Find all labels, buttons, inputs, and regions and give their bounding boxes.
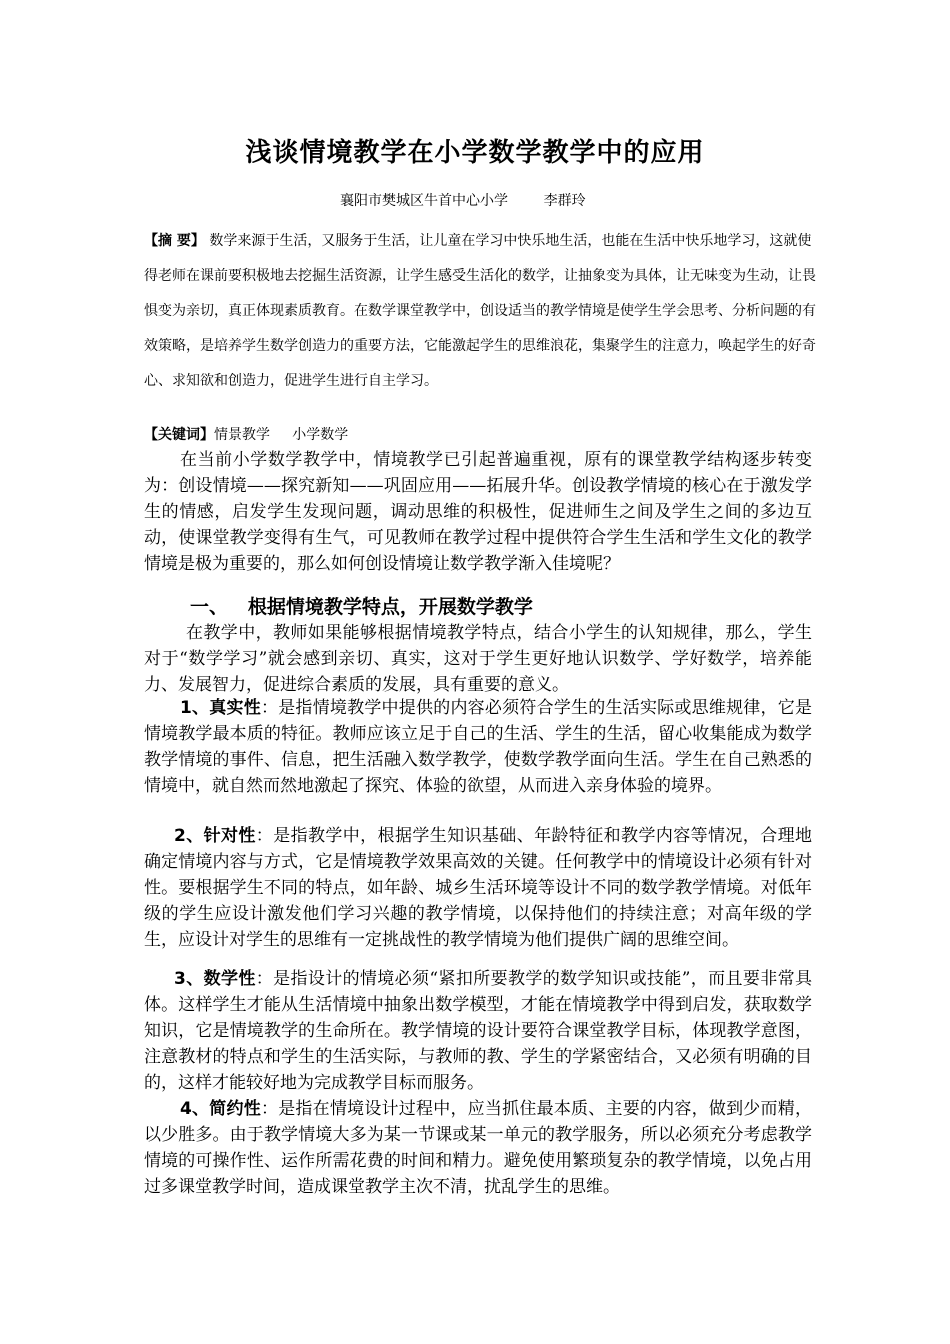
point-text: ：是指设计的情境必须“紧扣所要教学的数学知识或技能”，而且要非常具体。这样学生才能从生活情境中抽象出数学模型，才能在情境教学中得到启发，获取数学知识，它是情境教学的生命所在。教学情境的设计要符合课堂教学目标，体现教学意图，注意教材的特点和学生的生活实际，与教师的教、学生的学紧密结合，又必须有明确的目的，这样才能较好地为完成教学目标而服务。	[144, 969, 812, 1093]
keywords	[144, 424, 348, 444]
abstract-label: 【摘 要】	[144, 233, 205, 249]
point-label: 1、真实性	[180, 698, 261, 718]
abstract-text: 数学来源于生活，又服务于生活，让儿童在学习中快乐地生活，也能在生活中快乐地学习，这就使得老师在课前要积极地去挖掘生活资源，让学生感受生活化的数学，让抽象变为具体，让无味变为生动，让畏惧变为亲切，真正体现素质教育。在数学课堂教学中，创设适当的教学情境是使学生学会思考、分析问题的有效策略，是培养学生数学创造力的重要方法，它能激起学生的思维浪花，集聚学生的注意力，唤起学生的好奇心、求知欲和创造力，促进学生进行自主学习。	[144, 233, 816, 389]
point-label: 4、简约性	[180, 1099, 261, 1119]
point-text: ：是指在情境设计过程中，应当抓住最本质、主要的内容，做到少而精，以少胜多。由于教学情境大多为某一节课或某一单元的教学服务，所以必须充分考虑教学情境的可操作性、运作所需花费的时间和精力。避免使用繁琐复杂的教学情境，以免占用过多课堂教学时间，造成课堂教学主次不清，扰乱学生的思维。	[144, 1099, 812, 1197]
point-paragraph	[144, 695, 812, 799]
point-text: ：是指情境教学中提供的内容必须符合学生的生活实际或思维规律，它是情境教学最本质的特征。教师应该立足于自己的生活、学生的生活，留心收集能成为数学教学情境的事件、信息，把生活融入数学教学，使数学教学面向生活。学生在自己熟悉的情境中，就自然而然地激起了探究、体验的欲望，从而进入亲身体验的境界。	[144, 698, 812, 796]
point-paragraph	[144, 823, 812, 953]
keywords-label: 【关键词】	[144, 427, 214, 443]
point-label: 3、数学性	[174, 969, 256, 989]
point-paragraph	[144, 966, 812, 1096]
author-line: 襄阳市樊城区牛首中心小学 李群玲	[340, 193, 586, 209]
intro-paragraph: 在当前小学数学教学中，情境教学已引起普遍重视，原有的课堂教学结构逐步转变为：创设情境——探究新知——巩固应用——拓展升华。创设教学情境的核心在于激发学生的情感，启发学生发现问题，调动思维的积极性，促进师生之间及学生之间的多边互动，使课堂教学变得有生气，可见教师在教学过程中提供符合学生生活和学生文化的教学情境是极为重要的，那么如何创设情境让数学教学渐入佳境呢？	[144, 450, 812, 574]
point-paragraph	[144, 1096, 812, 1200]
point-label: 2、针对性	[174, 826, 256, 846]
keywords-text: 情景教学 小学数学	[214, 427, 349, 443]
abstract	[144, 224, 824, 399]
section-heading: 一、 根据情境教学特点，开展数学教学	[190, 596, 533, 618]
document-title: 浅谈情境教学在小学数学教学中的应用	[245, 138, 705, 168]
section-intro-paragraph: 在教学中，教师如果能够根据情境教学特点，结合小学生的认知规律，那么，学生对于“数学学习”就会感到亲切、真实，这对于学生更好地认识数学、学好数学，培养能力、发展智力，促进综合素质的发展，具有重要的意义。	[144, 623, 812, 695]
point-text: ：是指教学中，根据学生知识基础、年龄特征和教学内容等情况，合理地确定情境内容与方式，它是情境教学效果高效的关键。任何教学中的情境设计必须有针对性。要根据学生不同的特点，如年龄、城乡生活环境等设计不同的数学教学情境。对低年级的学生应设计激发他们学习兴趣的教学情境，以保持他们的持续注意；对高年级的学生，应设计对学生的思维有一定挑战性的教学情境为他们提供广阔的思维空间。	[144, 826, 812, 950]
